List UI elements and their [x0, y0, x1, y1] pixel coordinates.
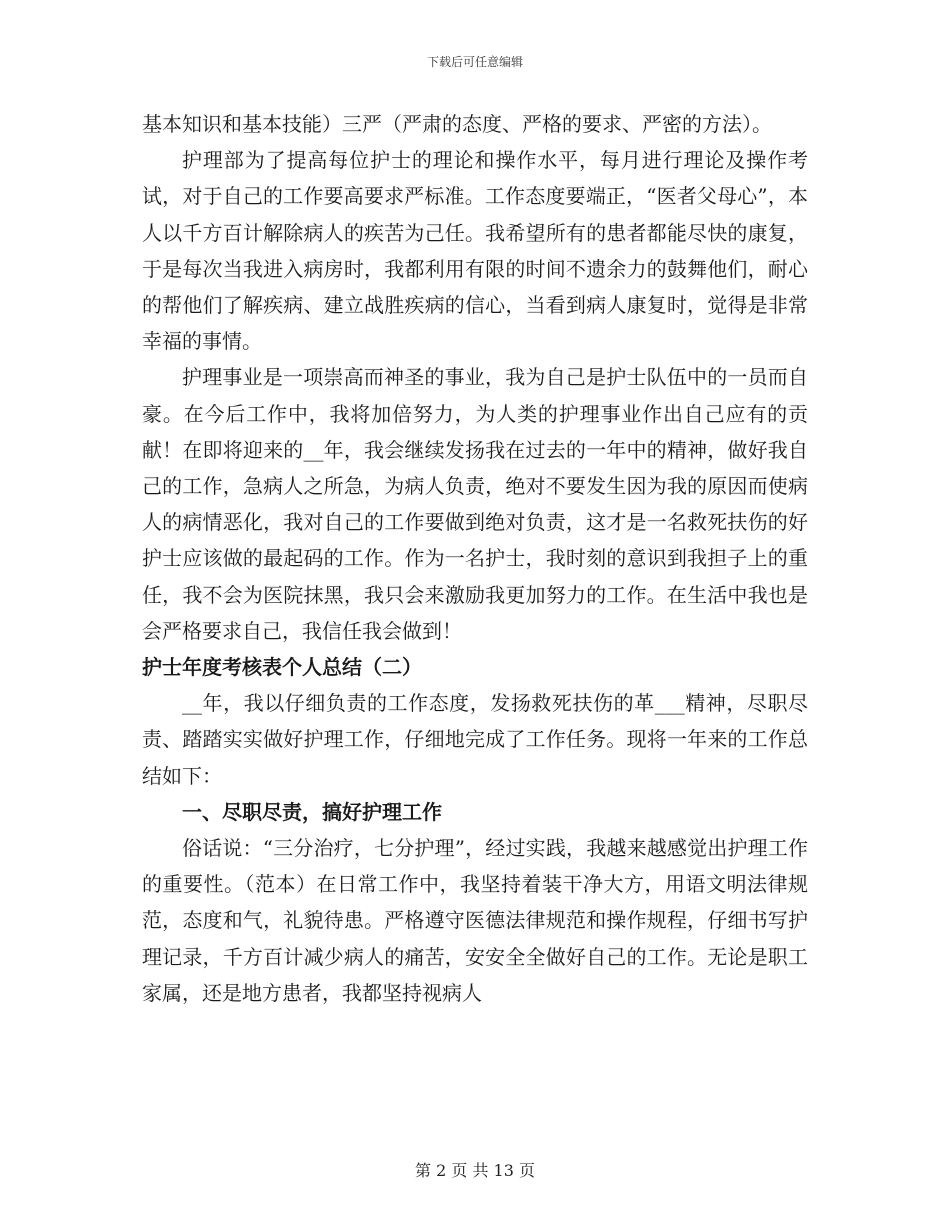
subheading-duty: 一、尽职尽责，搞好护理工作 [182, 799, 442, 824]
paragraph-training: 护理部为了提高每位护士的理论和操作水平，每月进行理论及操作考试，对于自己的工作要高要求严标准。工作态度要端正，“医者父母心”，本人以千方百计解除病人的疾苦为己任。我希望所有的患者都能尽快的康复，于是每次当我进入病房时，我都利用有限的时间不遗余力的鼓舞他们，耐心的帮他们了解疾病、建立战胜疾病的信心，当看到病人康复时，觉得是非常幸福的事情。 [142, 148, 808, 354]
paragraph-nursing-importance: 俗话说：“三分治疗，七分护理”，经过实践，我越来越感觉出护理工作的重要性。（范本）在日常工作中，我坚持着装干净大方，用语文明法律规范，态度和气，礼貌待患。严格遵守医德法律规范和操作规程，仔细书写护理记录，千方百计减少病人的痛苦，安安全全做好自己的工作。无论是职工家属，还是地方患者，我都坚持视病人 [142, 836, 808, 1005]
section-title: 护士年度考核表个人总结（二） [142, 655, 422, 680]
paragraph-continued: 基本知识和基本技能）三严（严肃的态度、严格的要求、严密的方法）。 [142, 112, 772, 136]
page-header-note: 下载后可任意编辑 [426, 55, 523, 69]
document-body [142, 106, 808, 1011]
page-number: 第 2 页 共 13 页 [415, 1161, 535, 1180]
paragraph-summary-intro: __年，我以仔细负责的工作态度，发扬救死扶伤的革___精神，尽职尽责、踏踏实实做好护理工作，仔细地完成了工作任务。现将一年来的工作总结如下： [142, 691, 808, 788]
paragraph-nursing-career: 护理事业是一项崇高而神圣的事业，我为自己是护士队伍中的一员而自豪。在今后工作中，我将加倍努力，为人类的护理事业作出自己应有的贡献！在即将迎来的__年，我会继续发扬我在过去的一年中的精神，做好我自己的工作，急病人之所急，为病人负责，绝对不要发生因为我的原因而使病人的病情恶化，我对自己的工作要做到绝对负责，这才是一名救死扶伤的好护士应该做的最起码的工作。作为一名护士，我时刻的意识到我担子上的重任，我不会为医院抹黑，我只会来激励我更加努力的工作。在生活中我也是会严格要求自己，我信任我会做到！ [142, 365, 808, 643]
